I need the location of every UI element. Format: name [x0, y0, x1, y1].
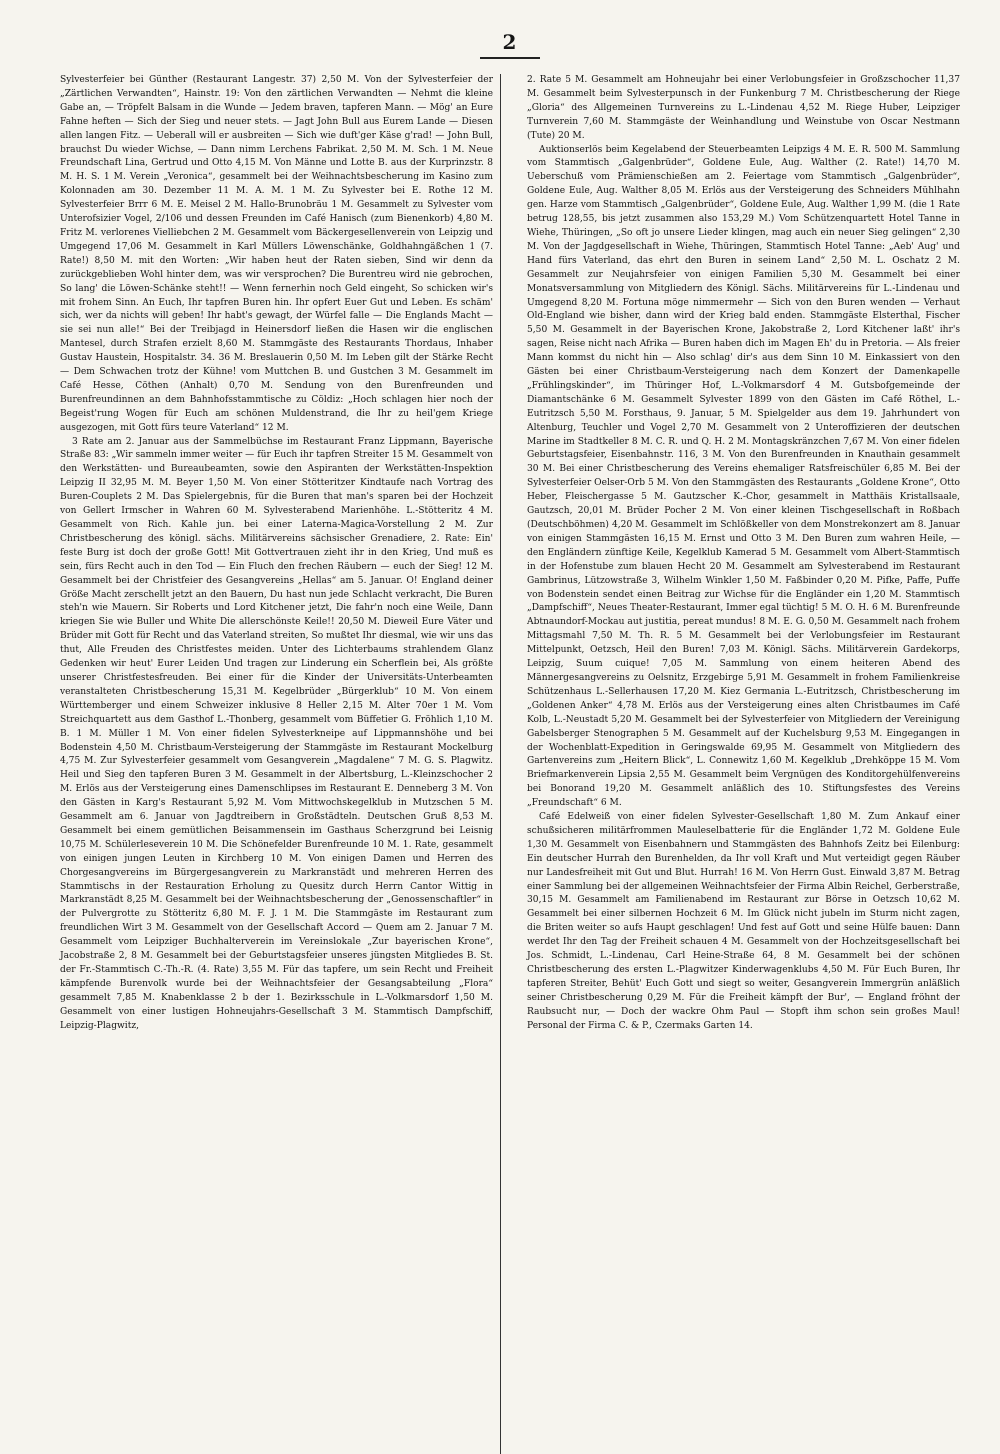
column-right [527, 74, 960, 1034]
column-divider [500, 74, 501, 1454]
paragraph: Café Edelweiß von einer fidelen Sylvester-Gesellschaft 1,80 M. Zum Ankauf einer schußsicheren militärfrommen Mauleselbatterie für die Engländer 1,72 M. Goldene Eule 1,30 M. Gesammelt von Eisenbahnern und Stammgästen des Bahnhofs Zeitz bei Eilenburg: Ein deutscher Hurrah den Burenhelden, da Ihr voll Kraft und Mut verteidigt gegen Räuber nur Landesfreiheit mit Gut und Blut. Hurrah! 16 M. Von Herrn Gust. Einwald 3,87 M. Betrag einer Sammlung bei der allgemeinen Weihnachtsfeier der Firma Albin Reichel, Gerberstraße, 30,15 M. Gesammelt am Familienabend im Restaurant zur Börse in Oetzsch 10,62 M. Gesammelt bei einer silbernen Hochzeit 6 M. Im Glück nicht jubeln im Sturm nicht zagen, die Briten weiter so aufs Haupt geschlagen! Und fest auf Gott und seine Hülfe bauen: Dann werdet Ihr den Tag der Freiheit schauen 4 M. Gesammelt von der Hochzeitsgesellschaft bei Jos. Schmidt, L.-Lindenau, Carl Heine-Straße 64, 8 M. Gesammelt bei der schönen Christbescherung des ersten L.-Plagwitzer Kinderwagenklubs 4,50 M. Für Euch Buren, Ihr tapferen Streiter, Behüt' Euch Gott und siegt so weiter, Gesangverein Immergrün anläßlich seiner Christbescherung 0,29 M. Für die Freiheit kämpft der Bur', — England fröhnt der Raubsucht nur, — Doch der wackre Ohm Paul — Stopft ihm schon sein großes Maul! Personal der Firma C. & P., Czermaks Garten 14. [527, 812, 960, 1031]
column-left [60, 74, 493, 1034]
paragraph: Auktionserlös beim Kegelabend der Steuerbeamten Leipzigs 4 M. E. R. 500 M. Sammlung vom Stammtisch „Galgenbrüder“, Goldene Eule, Aug. Walther (2. Rate!) 14,70 M. Ueberschuß vom Prämienschießen am 2. Feiertage vom Stammtisch „Galgenbrüder“, Goldene Eule, Aug. Walther 8,05 M. Erlös aus der Versteigerung des Schneiders Mühlhahn gen. Harze vom Stammtisch „Galgenbrüder“, Goldene Eule, Aug. Walther 1,99 M. (die 1 Rate betrug 128,55, bis jetzt zusammen also 153,29 M.) Vom Schützenquartett Hotel Tanne in Wiehe, Thüringen, „So oft jo unsere Lieder klingen, mag auch ein neuer Sieg gelingen“ 2,30 M. Von der Jagdgesellschaft in Wiehe, Thüringen, Stammtisch Hotel Tanne: „Aeb' Aug' und Hand fürs Vaterland, das ehrt den Buren in seinem Land“ 2,50 M. L. Oschatz 2 M. Gesammelt zur Neujahrsfeier von einigen Familien 5,30 M. Gesammelt bei einer Monatsversammlung von Mitgliedern des Königl. Sächs. Militärvereins für L.-Lindenau und Umgegend 8,20 M. Fortuna möge nimmermehr — Sich von den Buren wenden — Verhaut Old-England wie bisher, dann wird der Krieg bald enden. Stammgäste Elsterthal, Fischer 5,50 M. Gesammelt in der Bayerischen Krone, Jakobstraße 2, Lord Kitchener laßt' ihr's sagen, Reise nicht nach Afrika — Buren haben dich im Magen Eh' du in Pretoria. — Als freier Mann kommst du nicht hin — Also schlag' dir's aus dem Sinn 10 M. Einkassiert von den Gästen bei einer Christbaum-Versteigerung nach dem Konzert der Damenkapelle „Frühlingskinder“, im Thüringer Hof, L.-Volkmarsdorf 4 M. Gutsbofgemeinde der Diamantschänke 6 M. Gesammelt Sylvester 1899 von den Gästen im Café Röthel, L.-Eutritzsch 5,50 M. Forsthaus, 9. Januar, 5 M. Spielgelder aus dem 19. Jahrhundert von Altenburg, Teuchler und Vogel 2,70 M. Gesammelt von 2 Unteroffizieren der deutschen Marine im Stadtkeller 8 M. C. R. und Q. H. 2 M. Montagskränzchen 7,67 M. Von einer fidelen Geburtstagsfeier, Eisenbahnstr. 116, 3 M. Von den Burenfreunden in Knauthain gesammelt 30 M. Bei einer Christbescherung des Vereins ehemaliger Ratsfreischüler 6,85 M. Bei der Sylvesterfeier Oelser-Orb 5 M. Von den Stammgästen des Restaurants „Goldene Krone“, Otto Heber, Fleischergasse 5 M. Gautzscher K.-Chor, gesammelt in Matthäis Kristallsaale, Gautzsch, 20,01 M. Brüder Pocher 2 M. Von einer kleinen Tischgesellschaft in Roßbach (Deutschböhmen) 4,20 M. Gesammelt im Schlößkeller von dem Monstrekonzert am 8. Januar von einigen Stammgästen 16,15 M. Ernst und Otto 3 M. Den Buren zum wahren Heile, — den Engländern zünftige Keile, Kegelklub Kamerad 5 M. Gesammelt vom Albert-Stammtisch in der Hofenstube zum blauen Hecht 20 M. Gesammelt am Sylvesterabend im Restaurant Gambrinus, Lützowstraße 3, Wilhelm Winkler 1,50 M. Faßbinder 0,20 M. Pifke, Paffe, Puffe von Bodenstein sendet einen Beitrag zur Wichse für die Engländer ein 1,20 M. Stammtisch „Dampfschiff“, Neues Theater-Restaurant, Immer egal tüchtig! 5 M. O. H. 6 M. Burenfreunde Abtnaundorf-Mockau aut justitia, pereat mundus! 8 M. E. G. 0,50 M. Gesammelt nach frohem Mittagsmahl 7,50 M. Th. R. 5 M. Gesammelt bei der Verlobungsfeier im Restaurant Mittelpunkt, Oetzsch, Heil den Buren! 7,03 M. Königl. Sächs. Militärverein Gardekorps, Leipzig, Suum cuique! 7,05 M. Sammlung von einem heiteren Abend des Männergesangvereins zu Oelsnitz, Erzgebirge 5,91 M. Gesammelt in frohem Familienkreise Schützenhaus L.-Sellerhausen 17,20 M. Kiez Germania L.-Eutritzsch, Christbescherung im „Goldenen Anker“ 4,78 M. Erlös aus der Versteigerung eines alten Christbaumes im Café Kolb, L.-Neustadt 5,20 M. Gesammelt bei der Sylvesterfeier von Mitgliedern der Vereinigung Gabelsberger Stenographen 5 M. Gesammelt auf der Kuchelsburg 9,53 M. Eingegangen in der Wochenblatt-Expedition in Geringswalde 69,95 M. Gesammelt von Mitgliedern des Gartenvereins zum „Heitern Blick“, L. Connewitz 1,60 M. Kegelklub „Drehköppe 15 M. Vom Briefmarkenverein Lipsia 2,55 M. Gesammelt beim Vergnügen des Konditorgehülfenvereins bei Bonorand 19,20 M. Gesammelt anläßlich des 10. Stiftungsfestes des Vereins „Freundschaft“ 6 M. [527, 144, 960, 809]
page-number: 2 [502, 30, 518, 54]
page-header [60, 30, 960, 70]
text-columns [60, 74, 960, 1034]
paragraph: 2. Rate 5 M. Gesammelt am Hohneujahr bei einer Verlobungsfeier in Großzschocher 11,37 M. Gesammelt beim Sylvesterpunsch in der Funkenburg 7 M. Christbescherung der Riege „Gloria“ des Allgemeinen Turnvereins zu L.-Lindenau 4,52 M. Riege Huber, Leipziger Turnverein 7,60 M. Stammgäste der Weinhandlung und Weinstube von Oscar Nestmann (Tute) 20 M. [527, 75, 960, 141]
page-number-rule [480, 57, 540, 59]
paragraph: Sylvesterfeier bei Günther (Restaurant Langestr. 37) 2,50 M. Von der Sylvesterfeier der „Zärtlichen Verwandten“, Hainstr. 19: Von den zärtlichen Verwandten — Nehmt die kleine Gabe an, — Tröpfelt Balsam in die Wunde — Jedem braven, tapferen Mann. — Mög' an Eure Fahne heften — Sich der Sieg und neuer stets. — Jagt John Bull aus Eurem Lande — Diesen allen langen Fitz. — Ueberall will er ausbreiten — Sich wie duft'ger Käse g'rad! — John Bull, brauchst Du wieder Wichse, — Dann nimm Lerchens Fabrikat. 2,50 M. M. Sch. 1 M. Neue Freundschaft Lina, Gertrud und Otto 4,15 M. Von Männe und Lotte B. aus der Kurprinzstr. 8 M. H. S. 1 M. Verein „Veronica“, gesammelt bei der Weihnachtsbescherung im Kasino zum Kolonnaden am 30. Dezember 11 M. A. M. 1 M. Zu Sylvester bei E. Rothe 12 M. Sylvesterfeier Brrr 6 M. E. Meisel 2 M. Hallo-Brunobräu 1 M. Gesammelt zu Sylvester vom Unterofsizier Vogel, 2/106 und dessen Freunden im Café Hanisch (zum Bienenkorb) 4,80 M. Fritz M. verlorenes Vielliebchen 2 M. Gesammelt vom Bäckergesellenverein von Leipzig und Umgegend 17,06 M. Gesammelt in Karl Müllers Löwenschänke, Goldhahngäßchen 1 (7. Rate!) 8,50 M. mit den Worten: „Wir haben heut der Raten sieben, Sind wir denn da zurückgeblieben Wohl hinter dem, was wir versprochen? Die Burentreu wird nie gebrochen, So lang' die Löwen-Schänke steht!! — Wenn fernerhin noch Geld eingeht, So schicken wir's mit frohem Sinn. An Euch, Ihr tapfren Buren hin. Ihr opfert Euer Gut und Leben. Es schäm' sich, wer da nichts will geben! Ihr habt's gewagt, der Würfel falle — Die Englands Macht — sie sei nun alle!“ Bei der Treibjagd in Heinersdorf ließen die Hasen wir die englischen Mantesel, durch Strafen erzielt 8,60 M. Stammgäste des Restaurants Thordaus, Inhaber Gustav Haustein, Hospitalstr. 34. 36 M. Breslauerin 0,50 M. Im Leben gilt der Stärke Recht — Dem Schwachen trotz der Kühne! vom Muttchen B. und Gustchen 3 M. Gesammelt im Café Hesse, Cöthen (Anhalt) 0,70 M. Sendung von den Burenfreunden und Burenfreundinnen an dem Bahnhofsstammtische zu Cöldiz: „Hoch schlagen hier noch der Begeist'rung Wogen für Euch am schönen Muldenstrand, die Ihr zu heil'gem Kriege ausgezogen, mit Gott fürs teure Vaterland“ 12 M. [60, 75, 493, 433]
paragraph: 3 Rate am 2. Januar aus der Sammelbüchse im Restaurant Franz Lippmann, Bayerische Straße 83: „Wir sammeln immer weiter — für Euch ihr tapfren Streiter 15 M. Gesammelt von den Werkstätten- und Bureaubeamten, sowie den Aspiranten der Werkstätten-Inspektion Leipzig II 32,95 M. M. Beyer 1,50 M. Von einer Stötteritzer Kindtaufe nach Vortrag des Buren-Couplets 2 M. Das Spielergebnis, für die Buren that man's sparen bei der Hochzeit von Gellert Irmscher in Wahren 60 M. Sylvesterabend Marienhöhe. L.-Stötteritz 4 M. Gesammelt von Rich. Kahle jun. bei einer Laterna-Magica-Vorstellung 2 M. Zur Christbescherung des königl. sächs. Militärvereins sächsischer Grenadiere, 2. Rate: Ein' feste Burg ist doch der große Gott! Mit Gottvertrauen zieht ihr in den Krieg, Und muß es sein, fürs Recht auch in den Tod — Ein Fluch den frechen Räubern — euch der Sieg! 12 M. Gesammelt bei der Christfeier des Gesangvereins „Hellas“ am 5. Januar. O! England deiner Größe Macht zerschellt jetzt an den Bauern, Du hast nun jede Schlacht verkracht, Die Buren steh'n wie Mauern. Sir Roberts und Lord Kitchener jetzt, Die fahr'n noch eine Weile, Dann kriegen Sie wie Buller und White Die allerschönste Keile!! 20,50 M. Dieweil Eure Väter und Brüder mit Gott für Recht und das Vaterland streiten, So mußtet Ihr diesmal, wie wir uns das thut, Alle Freuden des Christfestes meiden. Unter des Lichterbaums strahlendem Glanz Gedenken wir heut' Eurer Leiden Und tragen zur Linderung ein Scherflein bei, Als größte unserer Christfestesfreuden. Bei einer für die Kinder der Universitäts-Unterbeamten veranstalteten Christbescherung 15,31 M. Kegelbrüder „Bürgerklub“ 10 M. Von einem Württemberger und einem Schweizer inklusive 8 Heller 2,15 M. Alter 70er 1 M. Vom Streichquartett aus dem Gasthof L.-Thonberg, gesammelt vom Büffetier G. Fröhlich 1,10 M. B. 1 M. Müller 1 M. Von einer fidelen Sylvesterkneipe auf Lippmannshöhe und bei Bodenstein 4,50 M. Christbaum-Versteigerung der Stammgäste im Restaurant Mockelburg 4,75 M. Zur Sylvesterfeier gesammelt vom Gesangverein „Magdalene“ 7 M. G. S. Plagwitz. Heil und Sieg den tapferen Buren 3 M. Gesammelt in der Albertsburg, L.-Kleinzschocher 2 M. Erlös aus der Versteigerung eines Damenschlipses im Restaurant E. Denneberg 3 M. Von den Gästen in Karg's Restaurant 5,92 M. Vom Mittwochskegelklub in Mutzschen 5 M. Gesammelt am 6. Januar von Jagdtreibern in Großstädteln. Deutschen Gruß 8,53 M. Gesammelt bei einem gemütlichen Beisammensein im Gasthaus Scherzgrund bei Leisnig 10,75 M. Schülerleseverein 10 M. Die Schönefelder Burenfreunde 10 M. 1. Rate, gesammelt von einigen jungen Leuten in Kirchberg 10 M. Von einigen Damen und Herren des Chorgesangvereins im Bürgergesangverein zu Markranstädt und mehreren Herren des Stammtischs in der Restauration Erholung zu Quesitz durch Herrn Cantor Wittig in Markranstädt 8,25 M. Gesammelt bei der Weihnachtsbescherung der „Genossenschaftler“ in der Pulvergrotte zu Stötteritz 6,80 M. F. J. 1 M. Die Stammgäste im Restaurant zum freundlichen Wirt 3 M. Gesammelt von der Gesellschaft Accord — Quem am 2. Januar 7 M. Gesammelt vom Leipziger Buchhalterverein im Vereinslokale „Zur bayerischen Krone“, Jacobstraße 2, 8 M. Gesammelt bei der Geburtstagsfeier unseres jüngsten Mitgliedes B. St. der Fr.-Stammtisch C.-Th.-R. (4. Rate) 3,55 M. Für das tapfere, um sein Recht und Freiheit kämpfende Burenvolk wurde bei der Weihnachtsfeier der Gesangsabteilung „Flora“ gesammelt 7,85 M. Knabenklasse 2 b der 1. Bezirksschule in L.-Volkmarsdorf 1,50 M. Gesammelt von einer lustigen Hohneujahrs-Gesellschaft 3 M. Stammtisch Dampfschiff, Leipzig-Plagwitz, [60, 436, 493, 1031]
